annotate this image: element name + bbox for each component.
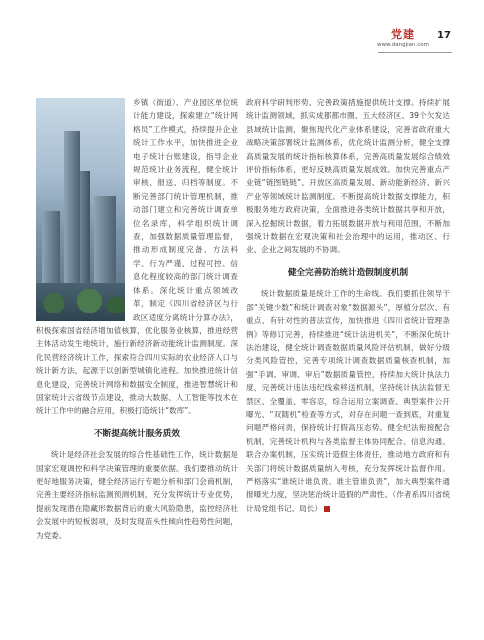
right-paragraph-2	[246, 287, 450, 515]
header-divider	[378, 52, 452, 53]
logo-text: 党建	[391, 28, 415, 41]
article-end-mark	[324, 506, 330, 512]
left-paragraph-2: 统计是经济社会发展的综合性基础性工作，统计数据是国家宏观调控和科学决策管理的重要依据。我们要推动统计更好地服务决策，健全经济运行专题分析和部门会商机制，完善主要经济指标监测预测机制，充分发挥统计专业优势，提前发现潜在隐藏形数据背后的重大风险隐患，监控经济社会发展中的短板弱项，及时发现苗头性倾向性趋势性问题，为党委、	[36, 450, 238, 540]
right-column	[246, 96, 450, 515]
section-title-service-quality: 不断提高统计服务质效	[94, 428, 180, 439]
logo-url: www.dangjian.com	[377, 42, 429, 48]
page-header	[0, 20, 484, 60]
right-paragraph-1: 政府科学研判形势、完善政策措施提供统计支撑。持续扩展统计监测领域，抓实成都都市圈、五大经济区、39个欠发达县域统计监测，聚焦现代化产业体系建设，完善省政府重大战略决策部署统计监测体系，优化统计监测分析，健全支撑高质量发展的统计指标核算体系，完善高质量发展综合绩效评价指标体系，更好反映高质量发展成效。加快完善重点产业链“链图链链”、开放区高质量发展、新动能新经济、新兴产业等领域统计监测制度。不断提高统计数据支撑能力，积极服务地方政府决策，全面推进各类统计数据共享和开放，深入挖掘统计数据，着力拓展数据开放与利用范围，不断加强统计数据在宏观决策和社会治理中的运用，推动区、行业、企业之间发展的不协调。	[246, 98, 450, 255]
right-paragraph-2-text: 统计数据质量是统计工作的生命线。我们要抓住领导干部“关键少数”和统计调查对象“数据源头”，厚植分层次、有重点、有针对性的普法宣传，加快推进《四川省统计管理条例》等修订完善，持续推进“统计法进机关”，不断深化统计法治建设，健全统计调查数据质量风险评估机制，做好分级分类风险管控，完善专项统计调查数据质量核查机制，加强“手调、审调、审后”数据质量管控，持续加大统计执法力度，完善统计违法违纪线索移送机制，坚持统计执法监督无禁区、全覆盖、零容忍，综合运用立案调查、典型案件公开曝光、“双随机”检查等方式，对存在问题一查到底，对重复问题严格问责，保持统计打假高压态势。健全纪法衔接配合机制，完善统计机构与各类监督主体协同配合、信息沟通、联合办案机制，压实统计造假主体责任，推动地方政府和有关部门将统计数据质量纳入考核，充分发挥统计监督作用。严格落实“谁统计谁负责、谁主管谁负责”，加大典型案件通报曝光力度，坚决惩治统计造假的严肃性。（作者系四川省统计局党组书记、局长）	[246, 289, 450, 513]
left-paragraph-1: 乡镇（街道）、产业园区单位统计能力建设，探索建立“统计网格员”工作模式，持续提升企业统计工作水平，加快推进企业电子统计台账建设，指导企业规范统计业务流程，健全统计审核、报送、归档等制度。不断完善部门统计管理机制，推动部门建立和完善统计调查单位名录库，科学组织统计调查，加强数据质量管理监督，推动形成制度完备、方法科学、行为严谨、过程可控、信息化程度较高的部门统计调查体系。深化统计重点领域改革，制定《四川省经济区与行政区适度分离统计分算办法》，积极探索国省经济增加值核算，优化服务业核算，推进经营主体活动发生地统计，施行新经济新动能统计监测制度。深化民营经济统计工作，探索符合四川实际的农业经济人口与统计新方法，起源于以创新型城镇化进程。加快推进统计信息化建设，完善统计网络和数据安全制度，推进智慧统计和国家统计云省级节点建设，推动大数据、人工智能等技术在统计工作中的融合应用，积极打造统计“数库”。	[36, 98, 238, 416]
section-title-anti-fraud: 健全完善防治统计造假制度机制	[287, 267, 409, 278]
magazine-logo	[375, 28, 431, 49]
page-number: 17	[437, 30, 451, 41]
city-skyline-photo	[36, 98, 125, 321]
trees-shape	[36, 289, 125, 313]
left-column	[36, 96, 238, 542]
